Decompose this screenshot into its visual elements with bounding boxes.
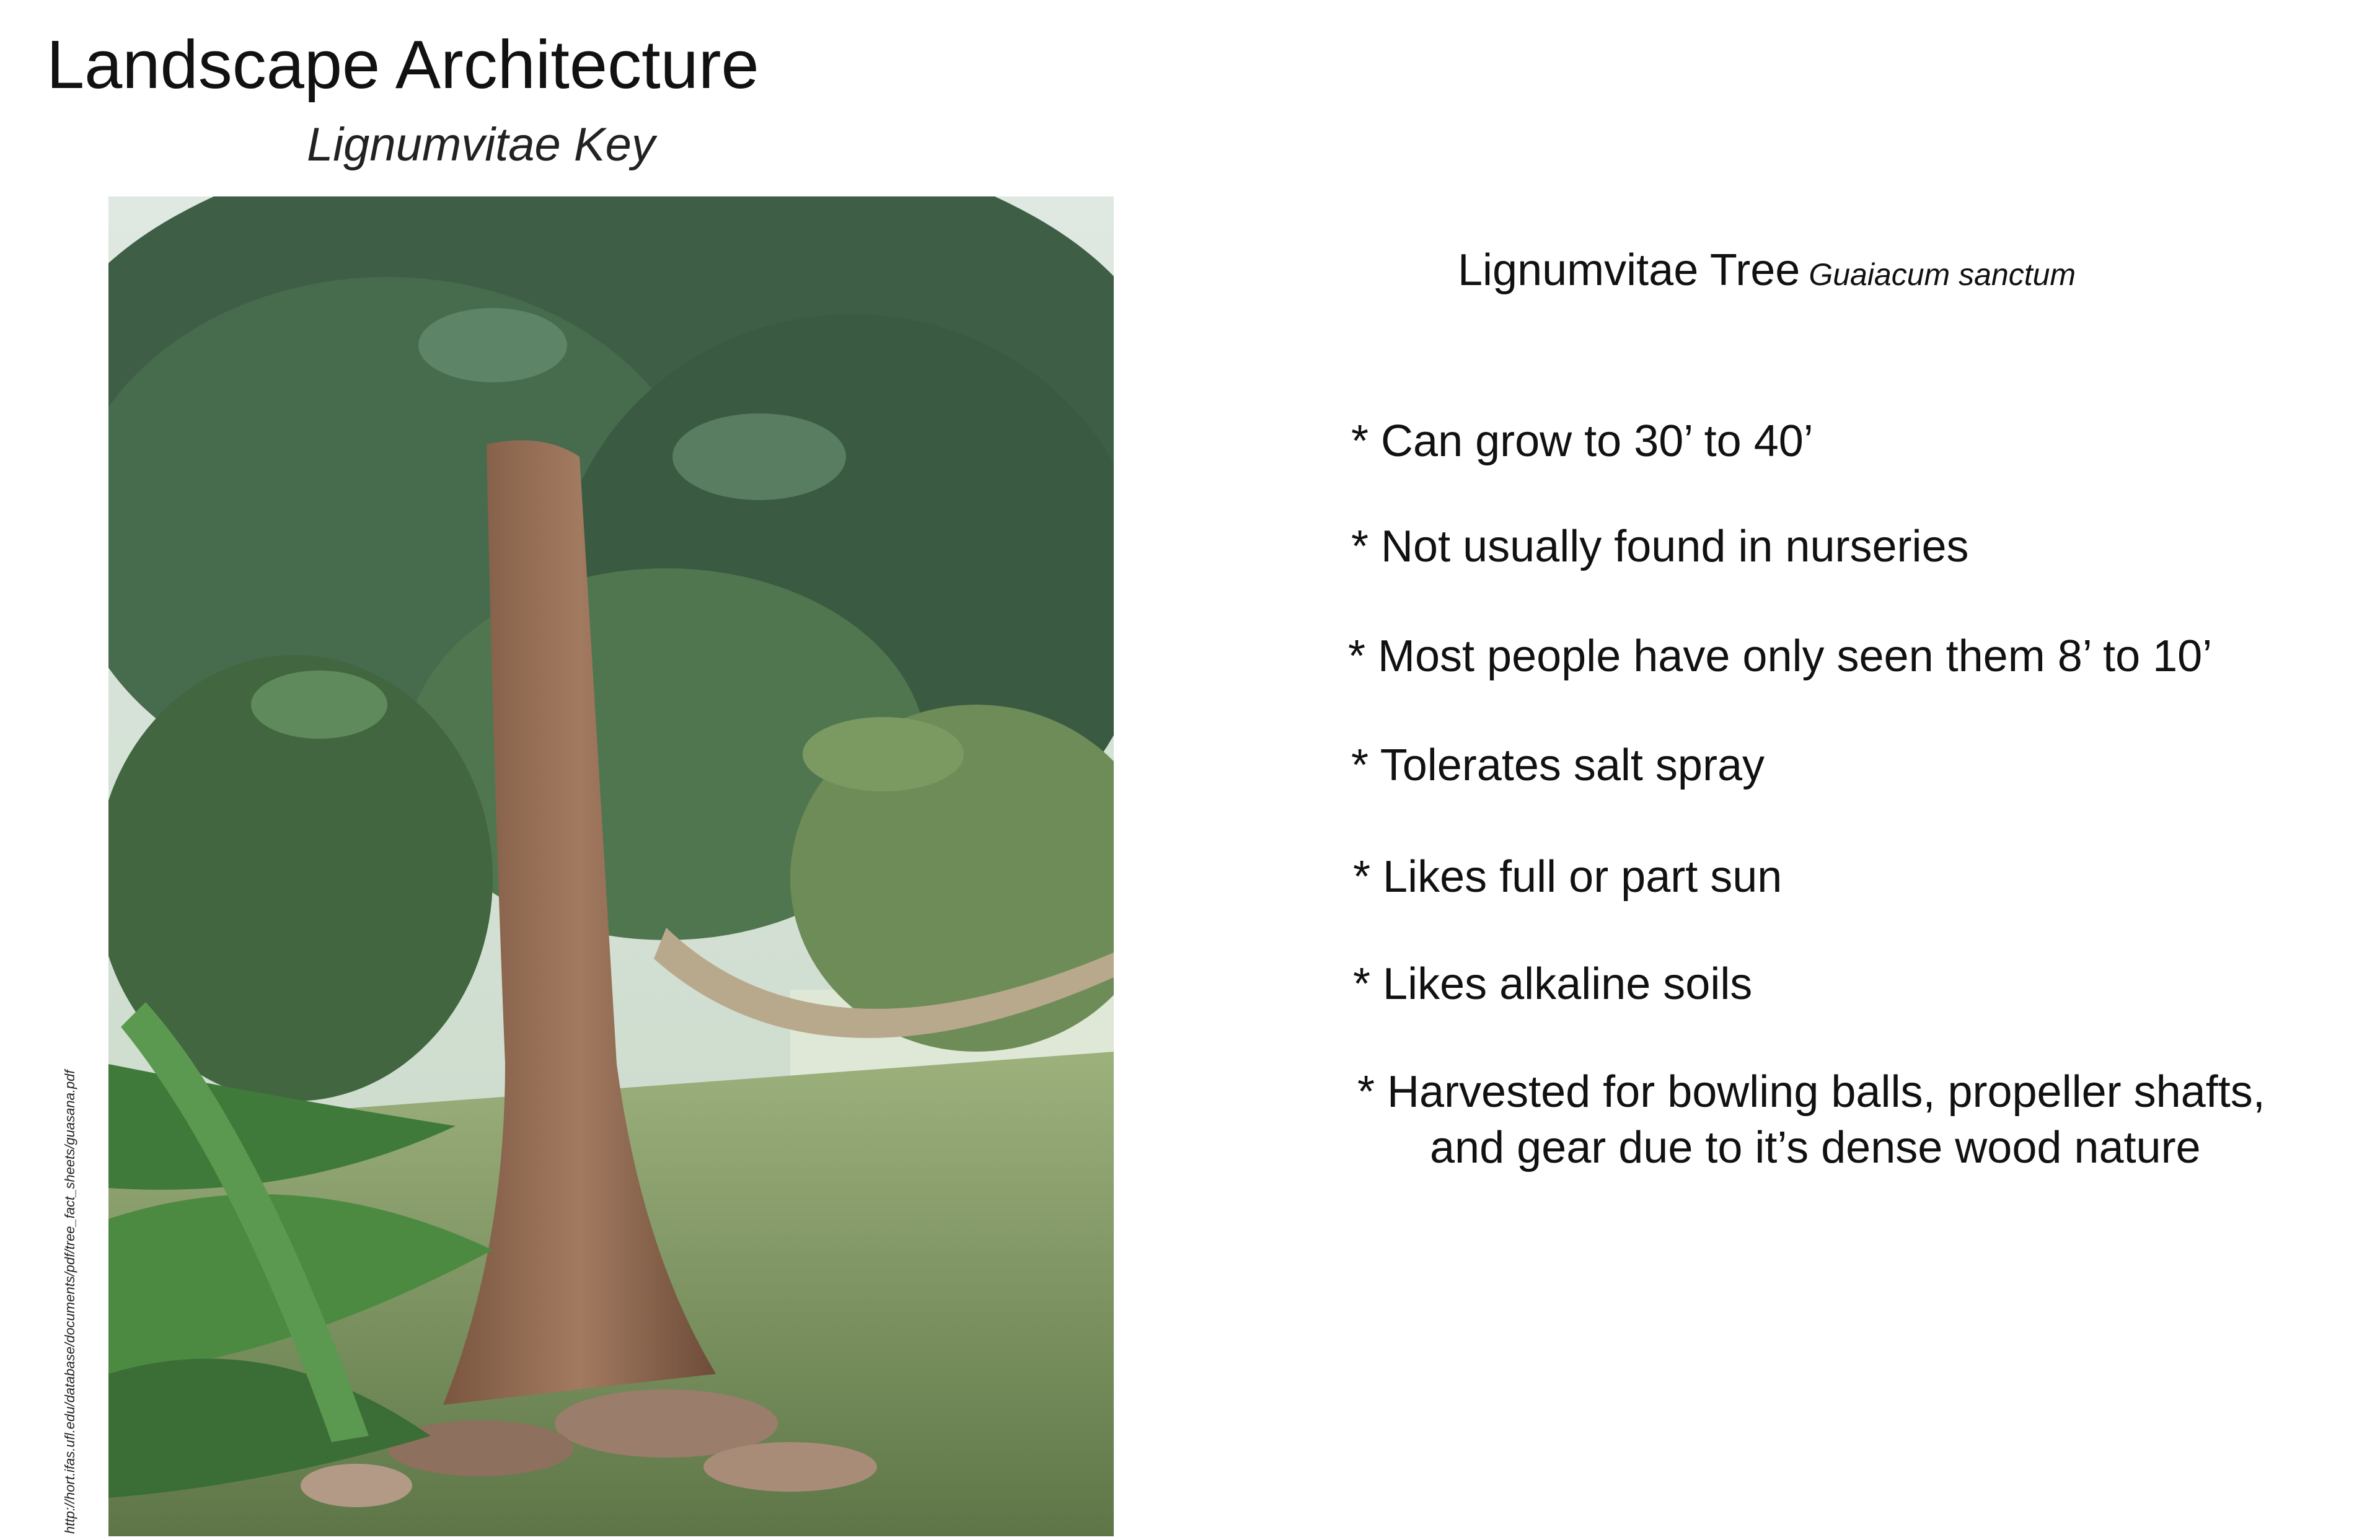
fact-item: * Likes full or part sun (1353, 852, 1783, 902)
tree-photo (108, 196, 1114, 1536)
fact-item: * Tolerates salt spray (1351, 741, 1765, 790)
slide-title: Landscape Architecture (46, 27, 759, 103)
fact-item: * Not usually found in nurseries (1351, 522, 1969, 571)
photo-source-url: http://hort.ifas.ufl.edu/database/documents/pdf/tree_fact_sheets/guasana.pdf (62, 1070, 77, 1534)
fact-item: * Harvested for bowling balls, propeller shafts, (1357, 1067, 2265, 1117)
fact-item: * Most people have only seen them 8’ to 10’ (1348, 631, 2213, 681)
fact-item: * Can grow to 30’ to 40’ (1351, 416, 1814, 466)
species-scientific-name: Guaiacum sanctum (1809, 257, 2076, 292)
species-common-name: Lignumvitae Tree (1458, 245, 1800, 295)
species-heading (1458, 245, 2076, 296)
fact-item: * Likes alkaline soils (1353, 959, 1753, 1009)
slide-subtitle: Lignumvitae Key (307, 118, 655, 171)
fact-item-continued: and gear due to it’s dense wood nature (1430, 1123, 2201, 1173)
